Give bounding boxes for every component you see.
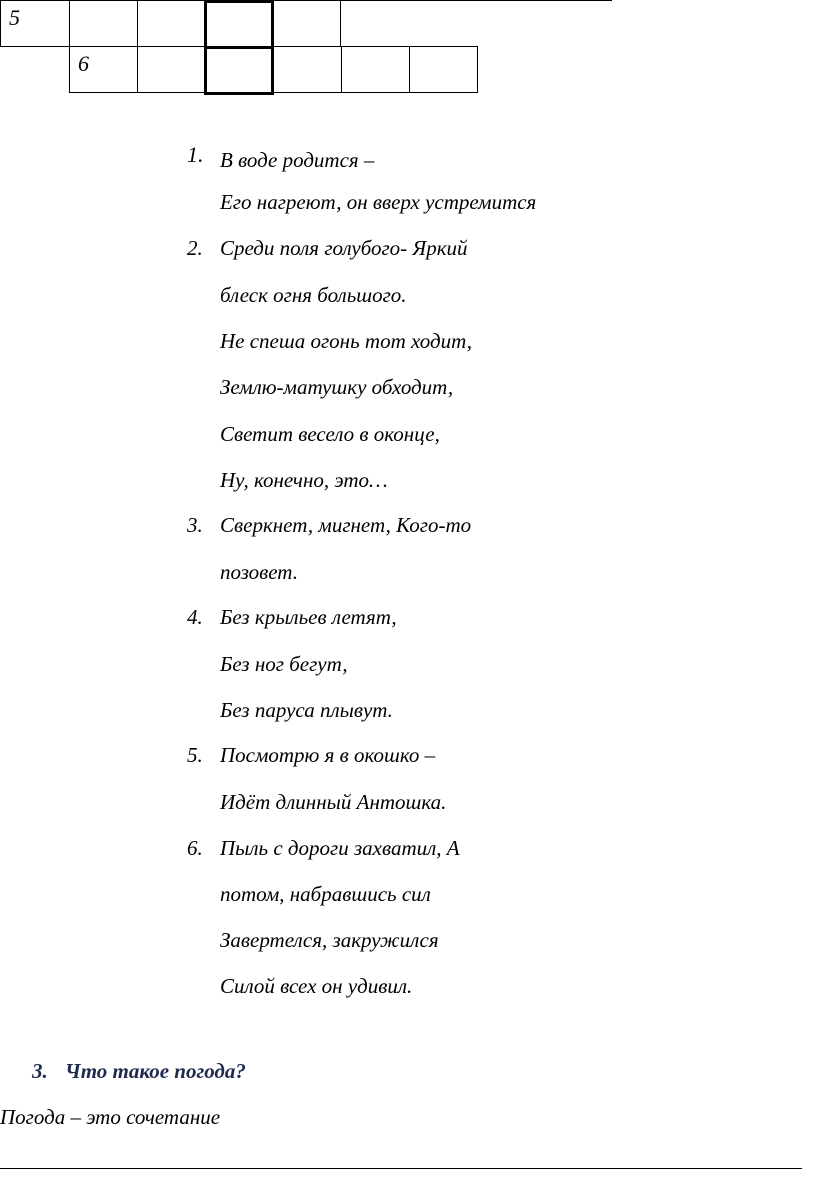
riddle-6-number: 6. [187,836,203,860]
riddle-4-line-3: Без паруса плывут. [220,698,393,722]
riddle-6-line-3: Завертелся, закружился [220,928,439,952]
crossword-number-6: 6 [78,51,89,76]
crossword-number-5: 5 [9,5,20,30]
riddle-3-line-1: Сверкнет, мигнет, Кого-то [220,513,472,537]
crossword-cell-row5-5[interactable] [273,0,341,47]
riddle-6-line-1: Пыль с дороги захватил, А [220,836,460,860]
riddle-5-number: 5. [187,743,203,767]
riddle-2-line-3: Не спеша огонь тот ходит, [220,329,473,353]
riddle-2-number: 2. [187,236,203,260]
crossword-cell-row6-2[interactable] [137,46,206,93]
crossword-cell-row6-4[interactable] [273,46,342,93]
riddle-3-number: 3. [187,513,203,537]
crossword-cell-row5-key[interactable] [204,0,274,49]
crossword-cell-row5-1[interactable] [0,0,70,47]
crossword-cell-row5-2[interactable] [69,0,138,47]
riddle-1-line-1: В воде родится – [220,148,375,172]
riddle-5-line-2: Идёт длинный Антошка. [220,790,447,814]
crossword-cell-row6-5[interactable] [341,46,410,93]
riddle-2-line-4: Землю-матушку обходит, [220,375,454,399]
riddle-4-line-2: Без ног бегут, [220,652,348,676]
riddle-4-number: 4. [187,605,203,629]
answer-write-line[interactable] [0,1168,802,1169]
riddle-5-line-1: Посмотрю я в окошко – [220,743,436,767]
crossword-cell-row6-6[interactable] [409,46,478,93]
riddle-1-line-2: Его нагреют, он вверх устремится [220,190,537,214]
riddle-6-line-4: Силой всех он удивил. [220,974,413,998]
answer-prompt: Погода – это сочетание [0,1105,221,1129]
crossword-cell-row5-3[interactable] [137,0,206,47]
question-number: 3. [32,1059,48,1083]
crossword-cell-row6-1[interactable] [69,46,138,93]
riddle-4-line-1: Без крыльев летят, [220,605,397,629]
question-text: Что такое погода? [65,1059,246,1083]
riddle-1-number: 1. [187,142,204,167]
grid-top-rule [340,0,612,1]
question-heading [32,1059,246,1084]
riddle-2-line-1: Среди поля голубого- Яркий [220,236,468,260]
crossword-cell-row6-key[interactable] [204,46,274,95]
riddle-2-line-2: блеск огня большого. [220,283,407,307]
riddle-2-line-5: Светит весело в оконце, [220,422,440,446]
riddle-3-line-2: позовет. [220,560,298,584]
riddle-6-line-2: потом, набравшись сил [220,882,431,906]
riddle-2-line-6: Ну, конечно, это… [220,468,388,492]
